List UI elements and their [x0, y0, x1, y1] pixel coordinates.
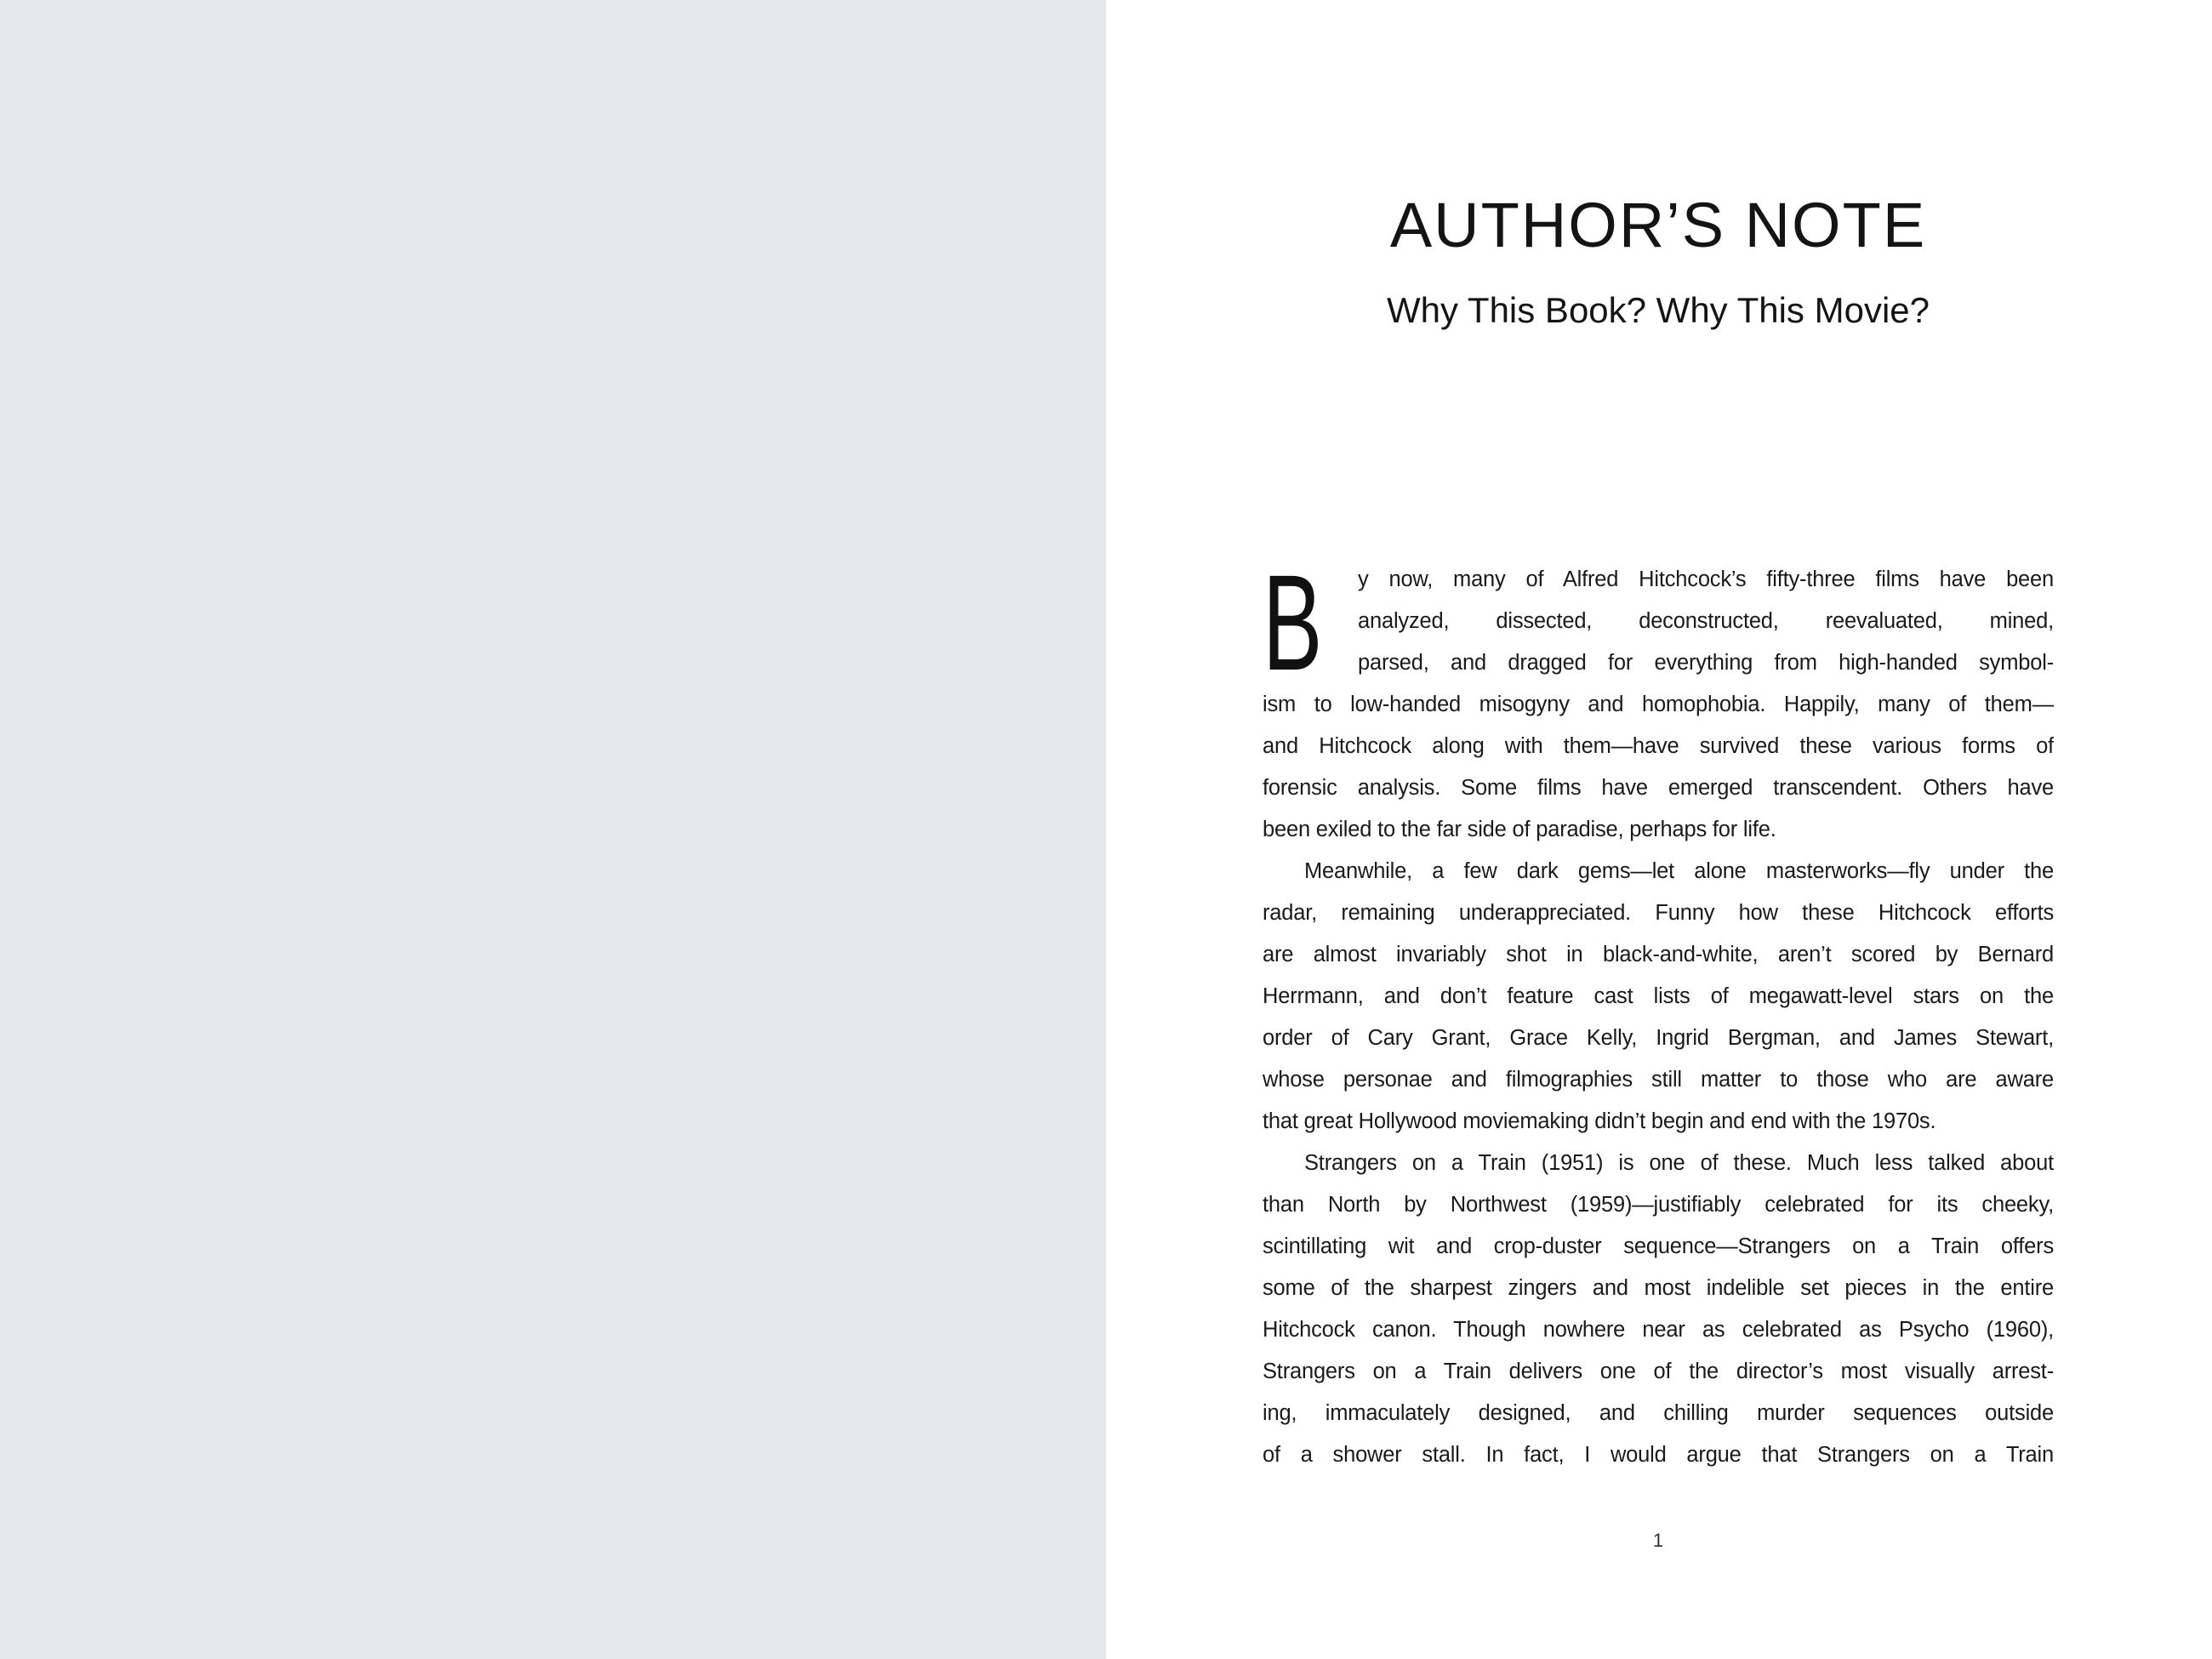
right-page	[1106, 0, 2212, 1659]
page-number: 1	[1652, 1530, 1664, 1551]
text-line: and Hitchcock along with them—have survived these various forms of	[1263, 734, 2054, 758]
text-line: that great Hollywood moviemaking didn’t begin and end with the 1970s.	[1263, 1109, 1936, 1133]
text-line: Meanwhile, a few dark gems—let alone masterworks—fly under the	[1304, 859, 2054, 883]
body-text	[1263, 546, 2054, 1476]
text-line: ing, immaculately designed, and chilling murder sequences outside	[1263, 1401, 2054, 1425]
drop-cap	[1263, 546, 1358, 698]
text-line: are almost invariably shot in black-and-white, aren’t scored by Bernard	[1263, 943, 2054, 966]
drop-cap-letter: B	[1263, 546, 1323, 698]
text-line: scintillating wit and crop-duster sequence—Strangers on a Train offers	[1263, 1234, 2054, 1258]
text-line: Hitchcock canon. Though nowhere near as celebrated as Psycho (1960),	[1263, 1318, 2054, 1342]
text-line: Herrmann, and don’t feature cast lists of megawatt-level stars on the	[1263, 984, 2054, 1008]
paragraph	[1263, 1143, 2054, 1476]
chapter-subtitle: Why This Book? Why This Movie?	[1387, 290, 1930, 330]
text-line: order of Cary Grant, Grace Kelly, Ingrid Bergman, and James Stewart,	[1263, 1026, 2054, 1050]
text-line: ism to low-handed misogyny and homophobia. Happily, many of them—	[1263, 693, 2054, 716]
text-line: been exiled to the far side of paradise, perhaps for life.	[1263, 818, 1776, 841]
text-line: parsed, and dragged for everything from high-handed symbol-	[1358, 651, 2054, 675]
text-line: Strangers on a Train (1951) is one of these. Much less talked about	[1304, 1151, 2054, 1175]
text-line: whose personae and filmographies still matter to those who are aware	[1263, 1068, 2054, 1092]
chapter-title: AUTHOR’S NOTE	[1389, 190, 1927, 260]
text-line: of a shower stall. In fact, I would argue that Strangers on a Train	[1263, 1443, 2054, 1467]
text-line: forensic analysis. Some films have emerged transcendent. Others have	[1263, 776, 2054, 800]
text-line: some of the sharpest zingers and most indelible set pieces in the entire	[1263, 1276, 2054, 1300]
paragraph	[1263, 851, 2054, 1143]
text-line: analyzed, dissected, deconstructed, reevaluated, mined,	[1358, 609, 2054, 633]
text-line: Strangers on a Train delivers one of the director’s most visually arrest-	[1263, 1360, 2054, 1383]
page-content	[1263, 0, 2054, 1476]
text-line: radar, remaining underappreciated. Funny how these Hitchcock efforts	[1263, 901, 2054, 925]
text-line: than North by Northwest (1959)—justifiably celebrated for its cheeky,	[1263, 1193, 2054, 1217]
paragraph	[1263, 546, 2054, 851]
text-line: y now, many of Alfred Hitchcock’s fifty-three films have been	[1358, 567, 2054, 591]
